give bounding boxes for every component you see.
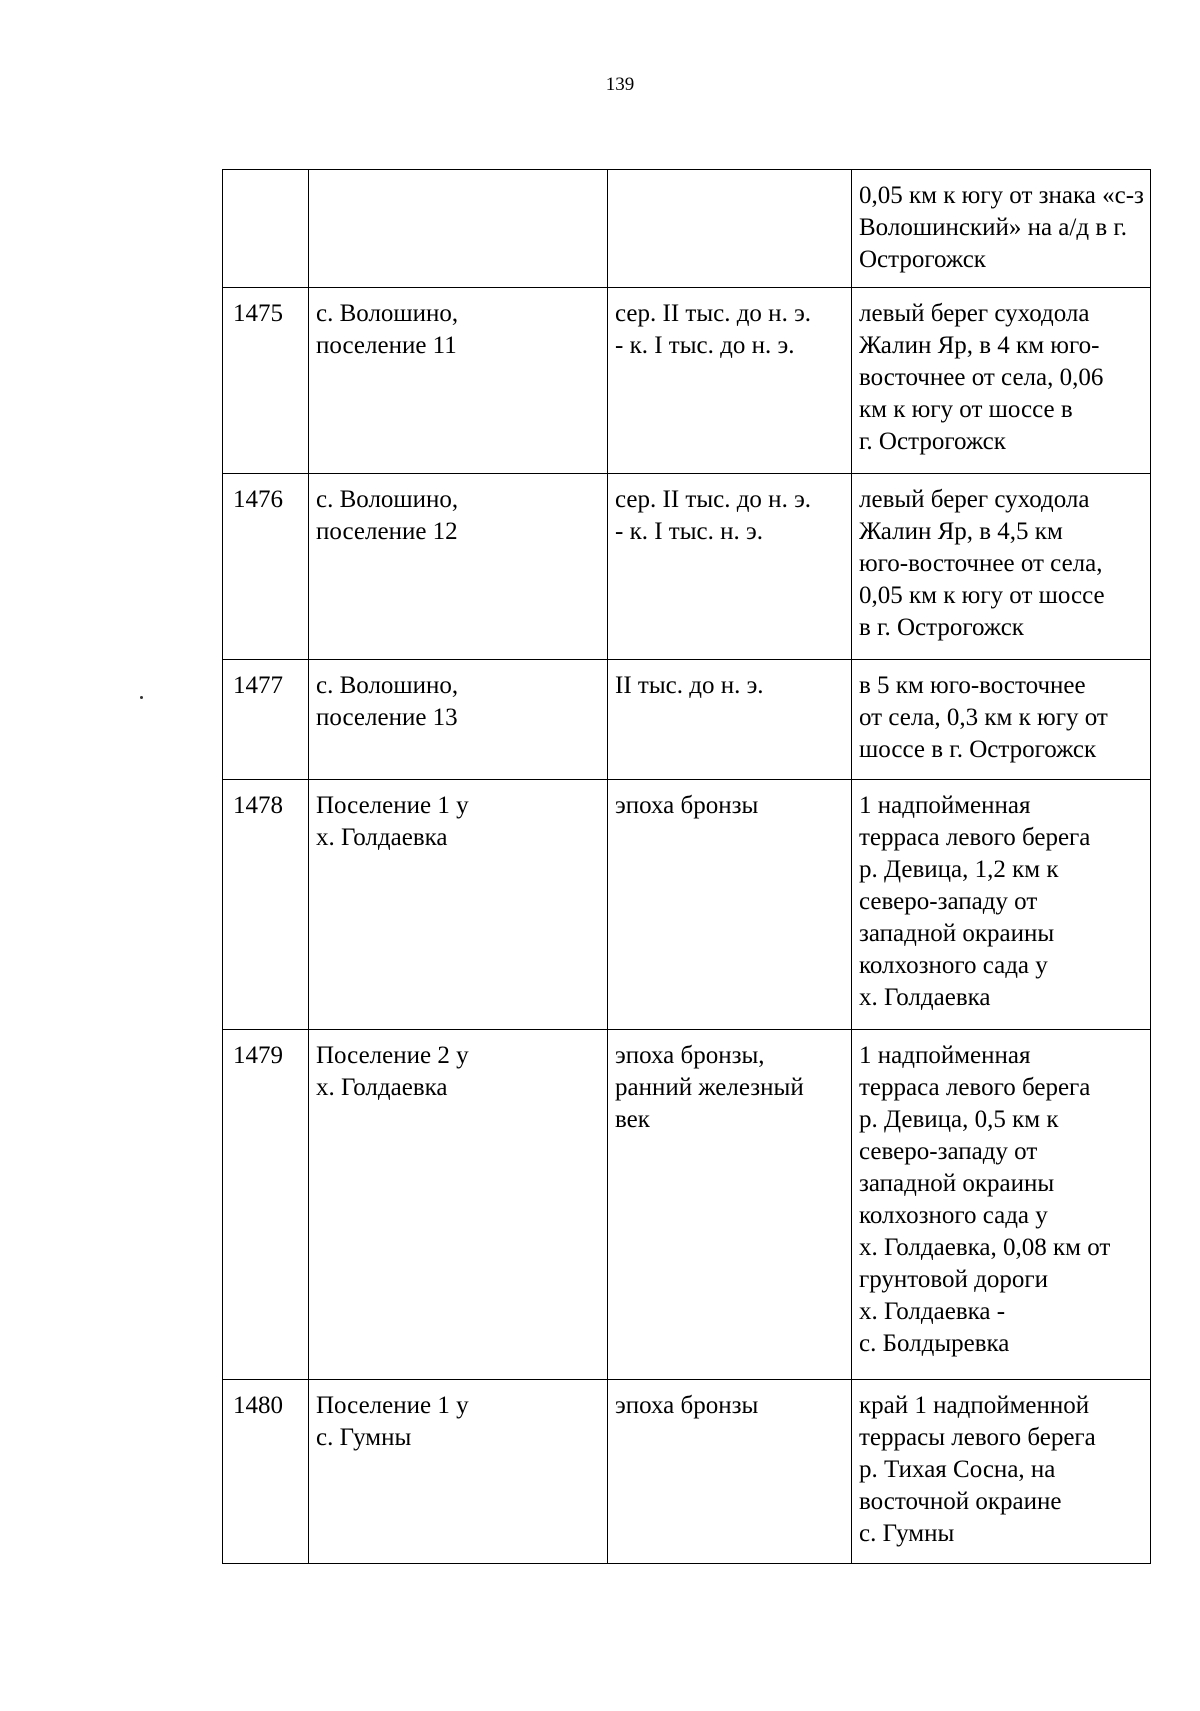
object-location: левый берег суходола Жалин Яр, в 4,5 км юго-восточнее от села, 0,05 км к югу от шоссе в г. Острогожск	[852, 474, 1151, 660]
object-number: 1476	[223, 474, 309, 660]
object-number: 1475	[223, 288, 309, 474]
object-number: 1479	[223, 1030, 309, 1380]
object-location: 1 надпойменная терраса левого берега р. Девица, 0,5 км к северо-западу от западной окраины колхозного сада у х. Голдаевка, 0,08 км от грунтовой дороги х. Голдаевка - с. Болдыревка	[852, 1030, 1151, 1380]
object-name: с. Волошино, поселение 11	[309, 288, 608, 474]
object-location: левый берег суходола Жалин Яр, в 4 км юго- восточнее от села, 0,06 км к югу от шоссе в г. Острогожск	[852, 288, 1151, 474]
object-location: 0,05 км к югу от знака «с-з Волошинский» на а/д в г. Острогожск	[852, 170, 1151, 288]
heritage-register-table	[222, 169, 1151, 1564]
object-name: с. Волошино, поселение 13	[309, 660, 608, 780]
object-period: сер. II тыс. до н. э. - к. I тыс. до н. э.	[608, 288, 852, 474]
object-name: Поселение 2 у х. Голдаевка	[309, 1030, 608, 1380]
table-row	[223, 780, 1151, 1030]
object-period	[608, 170, 852, 288]
object-period: эпоха бронзы	[608, 1380, 852, 1564]
table-row	[223, 1030, 1151, 1380]
object-period: эпоха бронзы	[608, 780, 852, 1030]
object-name: Поселение 1 у с. Гумны	[309, 1380, 608, 1564]
table-row	[223, 660, 1151, 780]
object-location: в 5 км юго-восточнее от села, 0,3 км к югу от шоссе в г. Острогожск	[852, 660, 1151, 780]
object-number: 1478	[223, 780, 309, 1030]
object-period: сер. II тыс. до н. э. - к. I тыс. н. э.	[608, 474, 852, 660]
table-row	[223, 170, 1151, 288]
object-location: 1 надпойменная терраса левого берега р. Девица, 1,2 км к северо-западу от западной окраины колхозного сада у х. Голдаевка	[852, 780, 1151, 1030]
object-name: с. Волошино, поселение 12	[309, 474, 608, 660]
object-name	[309, 170, 608, 288]
object-number	[223, 170, 309, 288]
table-row	[223, 1380, 1151, 1564]
scan-speck	[140, 696, 143, 699]
object-location: край 1 надпойменной террасы левого берега р. Тихая Сосна, на восточной окраине с. Гумны	[852, 1380, 1151, 1564]
table-row	[223, 288, 1151, 474]
object-name: Поселение 1 у х. Голдаевка	[309, 780, 608, 1030]
page-number: 139	[605, 74, 635, 95]
object-period: II тыс. до н. э.	[608, 660, 852, 780]
table-row	[223, 474, 1151, 660]
object-number: 1480	[223, 1380, 309, 1564]
object-period: эпоха бронзы, ранний железный век	[608, 1030, 852, 1380]
object-number: 1477	[223, 660, 309, 780]
